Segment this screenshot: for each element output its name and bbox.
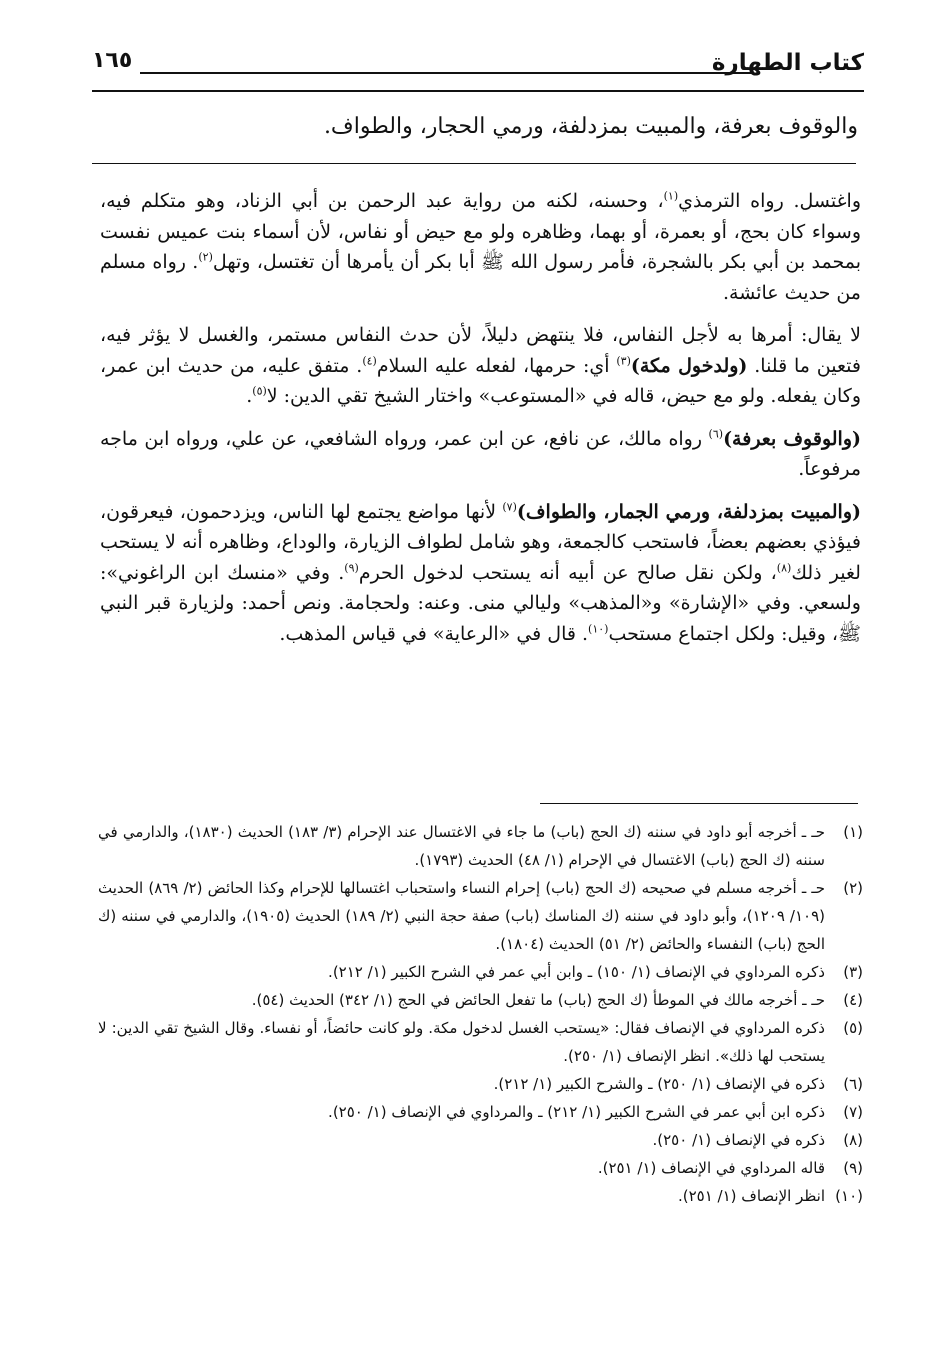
footnote-ref[interactable]: (٢) [198,250,213,264]
footnote-ref[interactable]: (٦) [708,427,724,441]
footnote [98,1070,863,1098]
footnote [98,1154,863,1182]
header-rule [92,90,864,92]
commentary-text: . قال في «الرعاية» في قياس المذهب. [279,622,589,645]
footnote-text: انظر الإنصاف (١/ ٢٥١). [677,1187,825,1205]
commentary-text: ، وحسنه، لكنه من رواية عبد الرحمن بن أبي الزناد، وهو متكلم فيه، وسواء كان بحج، أو بعمرة، أو بهما، وظاهره ولو مع حيض أو نفاس، لأن أسماء بنت عميس نفست بمحمد بن أبي بكر بالشجرة، فأمر رسول الله ﷺ أبا بكر أن يأمرها أن تغتسل، وتهل [100,190,861,273]
running-title: كتاب الطهارة [711,50,864,76]
footnote-text: ذكره المرداوي في الإنصاف (١/ ١٥٠) ـ وابن أبي عمر في الشرح الكبير (١/ ٢١٢). [328,963,825,981]
footnote [98,986,863,1014]
commentary-text: . رواه مسلم من حديث عائشة. [100,251,861,304]
commentary-text: ، ولكن نقل صالح عن أبيه أنه يستحب لدخول الحرم [358,561,777,584]
footnote-text: حـ ـ أخرجه مسلم في صحيحه (ك الحج (باب) إحرام النساء واستحباب اغتسالها للإحرام وكذا الحائض (٢/ ٨٦٩) الحديث (١٠٩/ ١٢٠٩)، وأبو داود في سننه (ك المناسك (باب) صفة حجة النبي (٢/ ١٨٩) الحديث (١٩٠٥)، والدارمي في سننه (ك الحج (باب) النفساء والحائض (٢/ ٥١) الحديث (١٨٠٤). [98,879,826,953]
header-line [140,72,752,74]
page-header [92,44,864,90]
commentary-text: رواه مالك، عن نافع، عن ابن عمر، ورواه الشافعي، عن علي، ورواه ابن ماجه مرفوعاً. [100,427,861,480]
quoted-matn: (ولدخول مكة) [630,354,748,377]
commentary-paragraph [100,424,861,485]
footnote-number: (١٠) [835,1187,863,1205]
footnote-ref[interactable]: (٨) [776,561,792,575]
commentary-text: أي: حرمها، لفعله عليه السلام [376,354,617,377]
footnote-text: ذكره في الإنصاف (١/ ٢٥٠). [652,1131,825,1149]
footnote-text: ذكره ابن أبي عمر في الشرح الكبير (١/ ٢١٢) ـ والمرداوي في الإنصاف (١/ ٢٥٠). [328,1103,825,1121]
footnote-number: (٧) [843,1103,863,1121]
footnote-divider [540,803,858,804]
commentary-text: . [246,385,253,407]
footnote-ref[interactable]: (١٠) [588,622,609,636]
footnote-number: (٦) [843,1075,863,1093]
commentary-text: . متفق عليه، من حديث ابن عمر، وكان يفعله. ولو مع حيض، قاله في «المستوعب» واختار الشيخ تقي الدين: لا [100,354,861,407]
footnote-number: (١) [843,823,863,841]
page-number: ١٦٥ [92,48,133,73]
footnote [98,818,863,874]
footnote-number: (٤) [843,991,863,1009]
footnote-ref[interactable]: (٥) [252,384,267,398]
footnote-ref[interactable]: (٣) [616,354,631,368]
footnote-number: (٣) [843,963,863,981]
commentary-text: لأنها مواضع يجتمع لها الناس، ويزدحمون، فيعرقون، فيؤذي بعضهم بعضاً، فاستحب كالجمعة، وهو شامل لطواف الزيارة، والوداع، وظاهره أنه لا يستحب لغير ذلك [100,500,861,584]
footnote-number: (٢) [843,879,863,897]
footnote [98,1126,863,1154]
footnote-text: حـ ـ أخرجه مالك في الموطأ (ك الحج (باب) ما تفعل الحائض في الحج (١/ ٣٤٢) الحديث (٥٤). [251,991,825,1009]
footnote-text: قاله المرداوي في الإنصاف (١/ ٢٥١). [597,1159,825,1177]
commentary-text: لا يقال: أمرها به لأجل النفاس، فلا ينتهض دليلاً، لأن حدث النفاس مستمر، والغسل لا يؤثر فيه، فتعين ما قلنا. [100,324,861,377]
footnote-ref[interactable]: (٩) [344,561,359,575]
footnote-text: ذكره في الإنصاف (١/ ٢٥٠) ـ والشرح الكبير (١/ ٢١٢). [493,1075,825,1093]
footnote-ref[interactable]: (٧) [502,500,517,514]
commentary-text: . وفي «منسك ابن الراغوني»: ولسعي. وفي «الإشارة» و«المذهب» وليالي منى. وعنه: ولحجامة. ونص أحمد: ولزيارة قبر النبي ﷺ، وقيل: ولكل اجتماع مستحب [100,561,861,645]
commentary-paragraph [100,320,861,412]
footnotes [98,818,863,1210]
commentary-paragraph [100,497,861,650]
footnote-ref[interactable]: (١) [663,189,679,203]
commentary-paragraph [100,186,861,308]
footnote-number: (٥) [843,1019,863,1037]
footnote-text: ذكره المرداوي في الإنصاف فقال: «يستحب الغسل لدخول مكة. ولو كانت حائضاً، أو نفساء. وقال الشيخ تقي الدين: لا يستحب لها ذلك». انظر الإنصاف (١/ ٢٥٠). [98,1019,825,1065]
commentary-text: واغتسل. رواه الترمذي [678,190,861,212]
footnote [98,958,863,986]
quoted-matn: (والوقوف بعرفة) [723,427,861,450]
footnote-number: (٩) [843,1159,863,1177]
main-text: والوقوف بعرفة، والمبيت بمزدلفة، ورمي الحجار، والطواف. [323,114,858,139]
footnote [98,874,863,958]
footnote [98,1098,863,1126]
main-text-divider [92,163,856,164]
commentary [100,186,861,661]
footnote-ref[interactable]: (٤) [362,354,377,368]
footnote-text: حـ ـ أخرجه أبو داود في سننه (ك الحج (باب) ما جاء في الاغتسال عند الإحرام (٣/ ١٨٣) الحديث (١٨٣٠)، والدارمي في سننه (ك الحج (باب) الاغتسال في الإحرام (١/ ٤٨) الحديث (١٧٩٣). [98,823,825,869]
footnote [98,1014,863,1070]
quoted-matn: (والمبيت بمزدلفة، ورمي الجمار، والطواف) [516,500,862,523]
footnote [98,1182,863,1210]
footnote-number: (٨) [843,1131,863,1149]
